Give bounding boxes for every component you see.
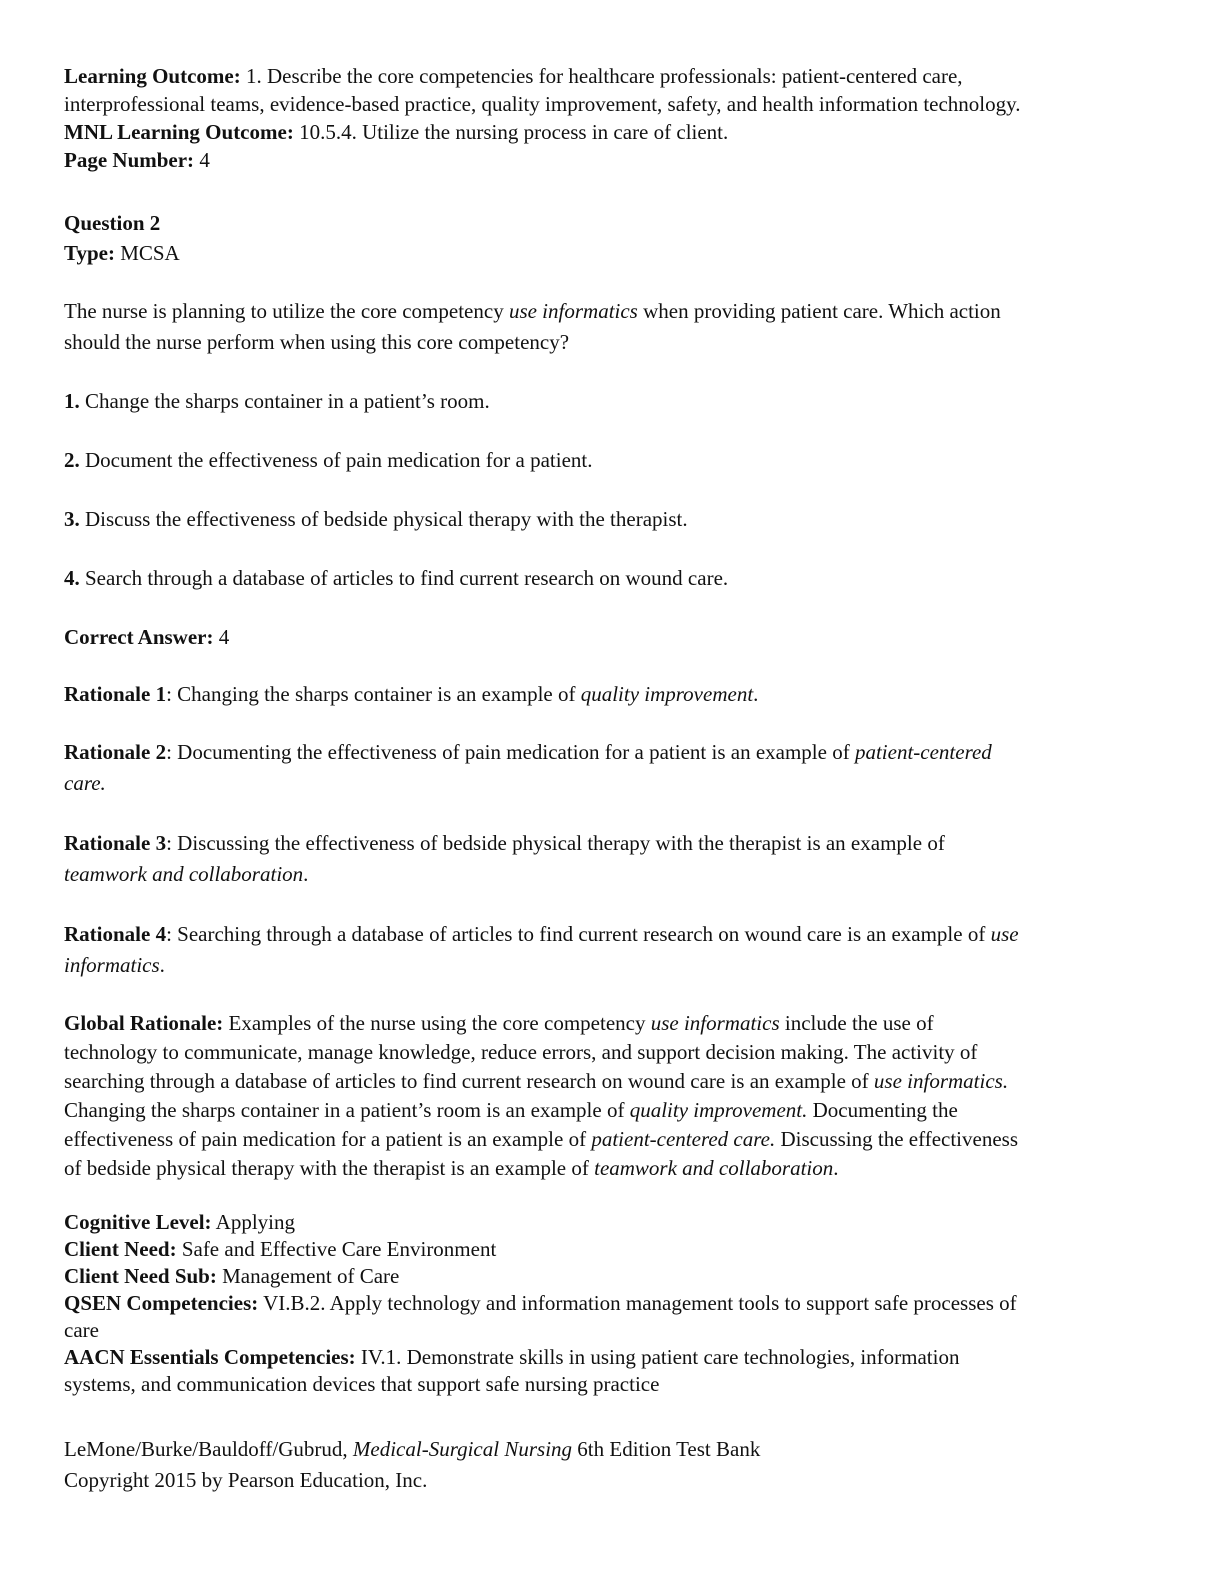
option-text: Document the effectiveness of pain medication for a patient. bbox=[79, 448, 593, 472]
correct-answer-value: 4 bbox=[213, 625, 230, 649]
rationale-text-end: . bbox=[159, 953, 165, 977]
question-title: Question 2 bbox=[64, 211, 161, 235]
rationale-italic: use bbox=[990, 922, 1019, 946]
stem-line-2: should the nurse perform when using this core competency? bbox=[64, 330, 570, 354]
learning-outcome-text-cont: interprofessional teams, evidence-based practice, quality improvement, safety, and health information technology. bbox=[64, 92, 1021, 116]
global-text-line: technology to communicate, manage knowledge, reduce errors, and support decision making. The activity of bbox=[64, 1040, 978, 1064]
option-number: 2. bbox=[64, 448, 80, 472]
global-text: searching through a database of articles to find current research on wound care is an example of bbox=[64, 1069, 874, 1093]
option-number: 4. bbox=[64, 566, 80, 590]
question-header bbox=[64, 208, 1156, 268]
rationale-label: Rationale 1 bbox=[64, 682, 167, 706]
global-text: . bbox=[833, 1156, 839, 1180]
client-need-value: Safe and Effective Care Environment bbox=[176, 1237, 497, 1261]
stem-italic: use informatics bbox=[508, 299, 638, 323]
rationale-italic-cont: teamwork and collaboration bbox=[64, 862, 304, 886]
global-italic: use informatics. bbox=[873, 1069, 1009, 1093]
footer-authors: LeMone/Burke/Bauldoff/Gubrud, bbox=[64, 1437, 353, 1461]
option-text: Change the sharps container in a patient’s room. bbox=[79, 389, 490, 413]
option-2 bbox=[64, 445, 1156, 476]
global-rationale bbox=[64, 1009, 1156, 1183]
stem-text: The nurse is planning to utilize the core competency bbox=[64, 299, 509, 323]
global-italic: use informatics bbox=[650, 1011, 780, 1035]
rationale-italic-cont: informatics bbox=[64, 953, 160, 977]
stem-text-cont: when providing patient care. Which action bbox=[637, 299, 1001, 323]
rationale-4 bbox=[64, 919, 1156, 981]
global-text: effectiveness of pain medication for a patient is an example of bbox=[64, 1127, 592, 1151]
correct-answer-label: Correct Answer: bbox=[64, 625, 214, 649]
document-body bbox=[64, 62, 1156, 1398]
rationale-label: Rationale 4 bbox=[64, 922, 167, 946]
aacn-value-cont: systems, and communication devices that support safe nursing practice bbox=[64, 1372, 660, 1396]
rationale-text-end: . bbox=[753, 682, 759, 706]
cognitive-level-label: Cognitive Level: bbox=[64, 1210, 212, 1234]
rationale-label: Rationale 2 bbox=[64, 740, 167, 764]
global-text: Examples of the nurse using the core competency bbox=[223, 1011, 651, 1035]
footer-copyright: Copyright 2015 by Pearson Education, Inc. bbox=[64, 1468, 428, 1492]
option-1 bbox=[64, 386, 1156, 417]
option-text: Search through a database of articles to find current research on wound care. bbox=[79, 566, 729, 590]
global-text: include the use of bbox=[779, 1011, 934, 1035]
global-text: Changing the sharps container in a patient’s room is an example of bbox=[64, 1098, 630, 1122]
rationale-text: : Documenting the effectiveness of pain medication for a patient is an example of bbox=[166, 740, 855, 764]
question-stem bbox=[64, 296, 1156, 358]
question-type-value: MCSA bbox=[114, 241, 180, 265]
rationale-text: : Searching through a database of articles to find current research on wound care is an example of bbox=[166, 922, 991, 946]
global-italic: teamwork and collaboration bbox=[594, 1156, 834, 1180]
rationale-text: : Discussing the effectiveness of bedside physical therapy with the therapist is an example of bbox=[166, 831, 945, 855]
rationale-text: : Changing the sharps container is an example of bbox=[166, 682, 581, 706]
client-need-sub-value: Management of Care bbox=[216, 1264, 400, 1288]
page-number-value: 4 bbox=[194, 148, 210, 172]
aacn-label: AACN Essentials Competencies: bbox=[64, 1345, 356, 1369]
client-need-label: Client Need: bbox=[64, 1237, 177, 1261]
footer-edition: 6th Edition Test Bank bbox=[572, 1437, 761, 1461]
global-text: of bedside physical therapy with the therapist is an example of bbox=[64, 1156, 595, 1180]
rationale-1 bbox=[64, 679, 1156, 710]
classification bbox=[64, 1209, 1156, 1398]
learning-outcome bbox=[64, 62, 1156, 174]
page-footer bbox=[64, 1434, 760, 1496]
footer-book-title: Medical-Surgical Nursing bbox=[352, 1437, 573, 1461]
global-italic: quality improvement. bbox=[629, 1098, 808, 1122]
qsen-label: QSEN Competencies: bbox=[64, 1291, 259, 1315]
global-italic: patient-centered care. bbox=[591, 1127, 776, 1151]
global-rationale-label: Global Rationale: bbox=[64, 1011, 224, 1035]
option-4 bbox=[64, 563, 1156, 594]
global-text: Discussing the effectiveness bbox=[775, 1127, 1019, 1151]
option-number: 1. bbox=[64, 389, 80, 413]
option-number: 3. bbox=[64, 507, 80, 531]
aacn-value: IV.1. Demonstrate skills in using patient care technologies, information bbox=[355, 1345, 960, 1369]
rationale-italic: quality improvement bbox=[580, 682, 754, 706]
option-text: Discuss the effectiveness of bedside physical therapy with the therapist. bbox=[79, 507, 688, 531]
rationale-label: Rationale 3 bbox=[64, 831, 167, 855]
qsen-value-cont: care bbox=[64, 1318, 99, 1342]
cognitive-level-value: Applying bbox=[211, 1210, 295, 1234]
mnl-outcome-label: MNL Learning Outcome: bbox=[64, 120, 294, 144]
client-need-sub-label: Client Need Sub: bbox=[64, 1264, 217, 1288]
page-number-label: Page Number: bbox=[64, 148, 195, 172]
global-text: Documenting the bbox=[807, 1098, 958, 1122]
rationale-3 bbox=[64, 828, 1156, 890]
rationale-italic-cont: care. bbox=[64, 771, 106, 795]
rationale-2 bbox=[64, 737, 1156, 799]
rationale-italic: patient-centered bbox=[854, 740, 992, 764]
learning-outcome-text: 1. Describe the core competencies for healthcare professionals: patient-centered care, bbox=[240, 64, 963, 88]
mnl-outcome-text: 10.5.4. Utilize the nursing process in care of client. bbox=[293, 120, 729, 144]
correct-answer bbox=[64, 622, 1156, 653]
question-type-label: Type: bbox=[64, 241, 115, 265]
learning-outcome-label: Learning Outcome: bbox=[64, 64, 241, 88]
option-3 bbox=[64, 504, 1156, 535]
rationale-text-end: . bbox=[303, 862, 309, 886]
qsen-value: VI.B.2. Apply technology and information management tools to support safe processes of bbox=[258, 1291, 1017, 1315]
